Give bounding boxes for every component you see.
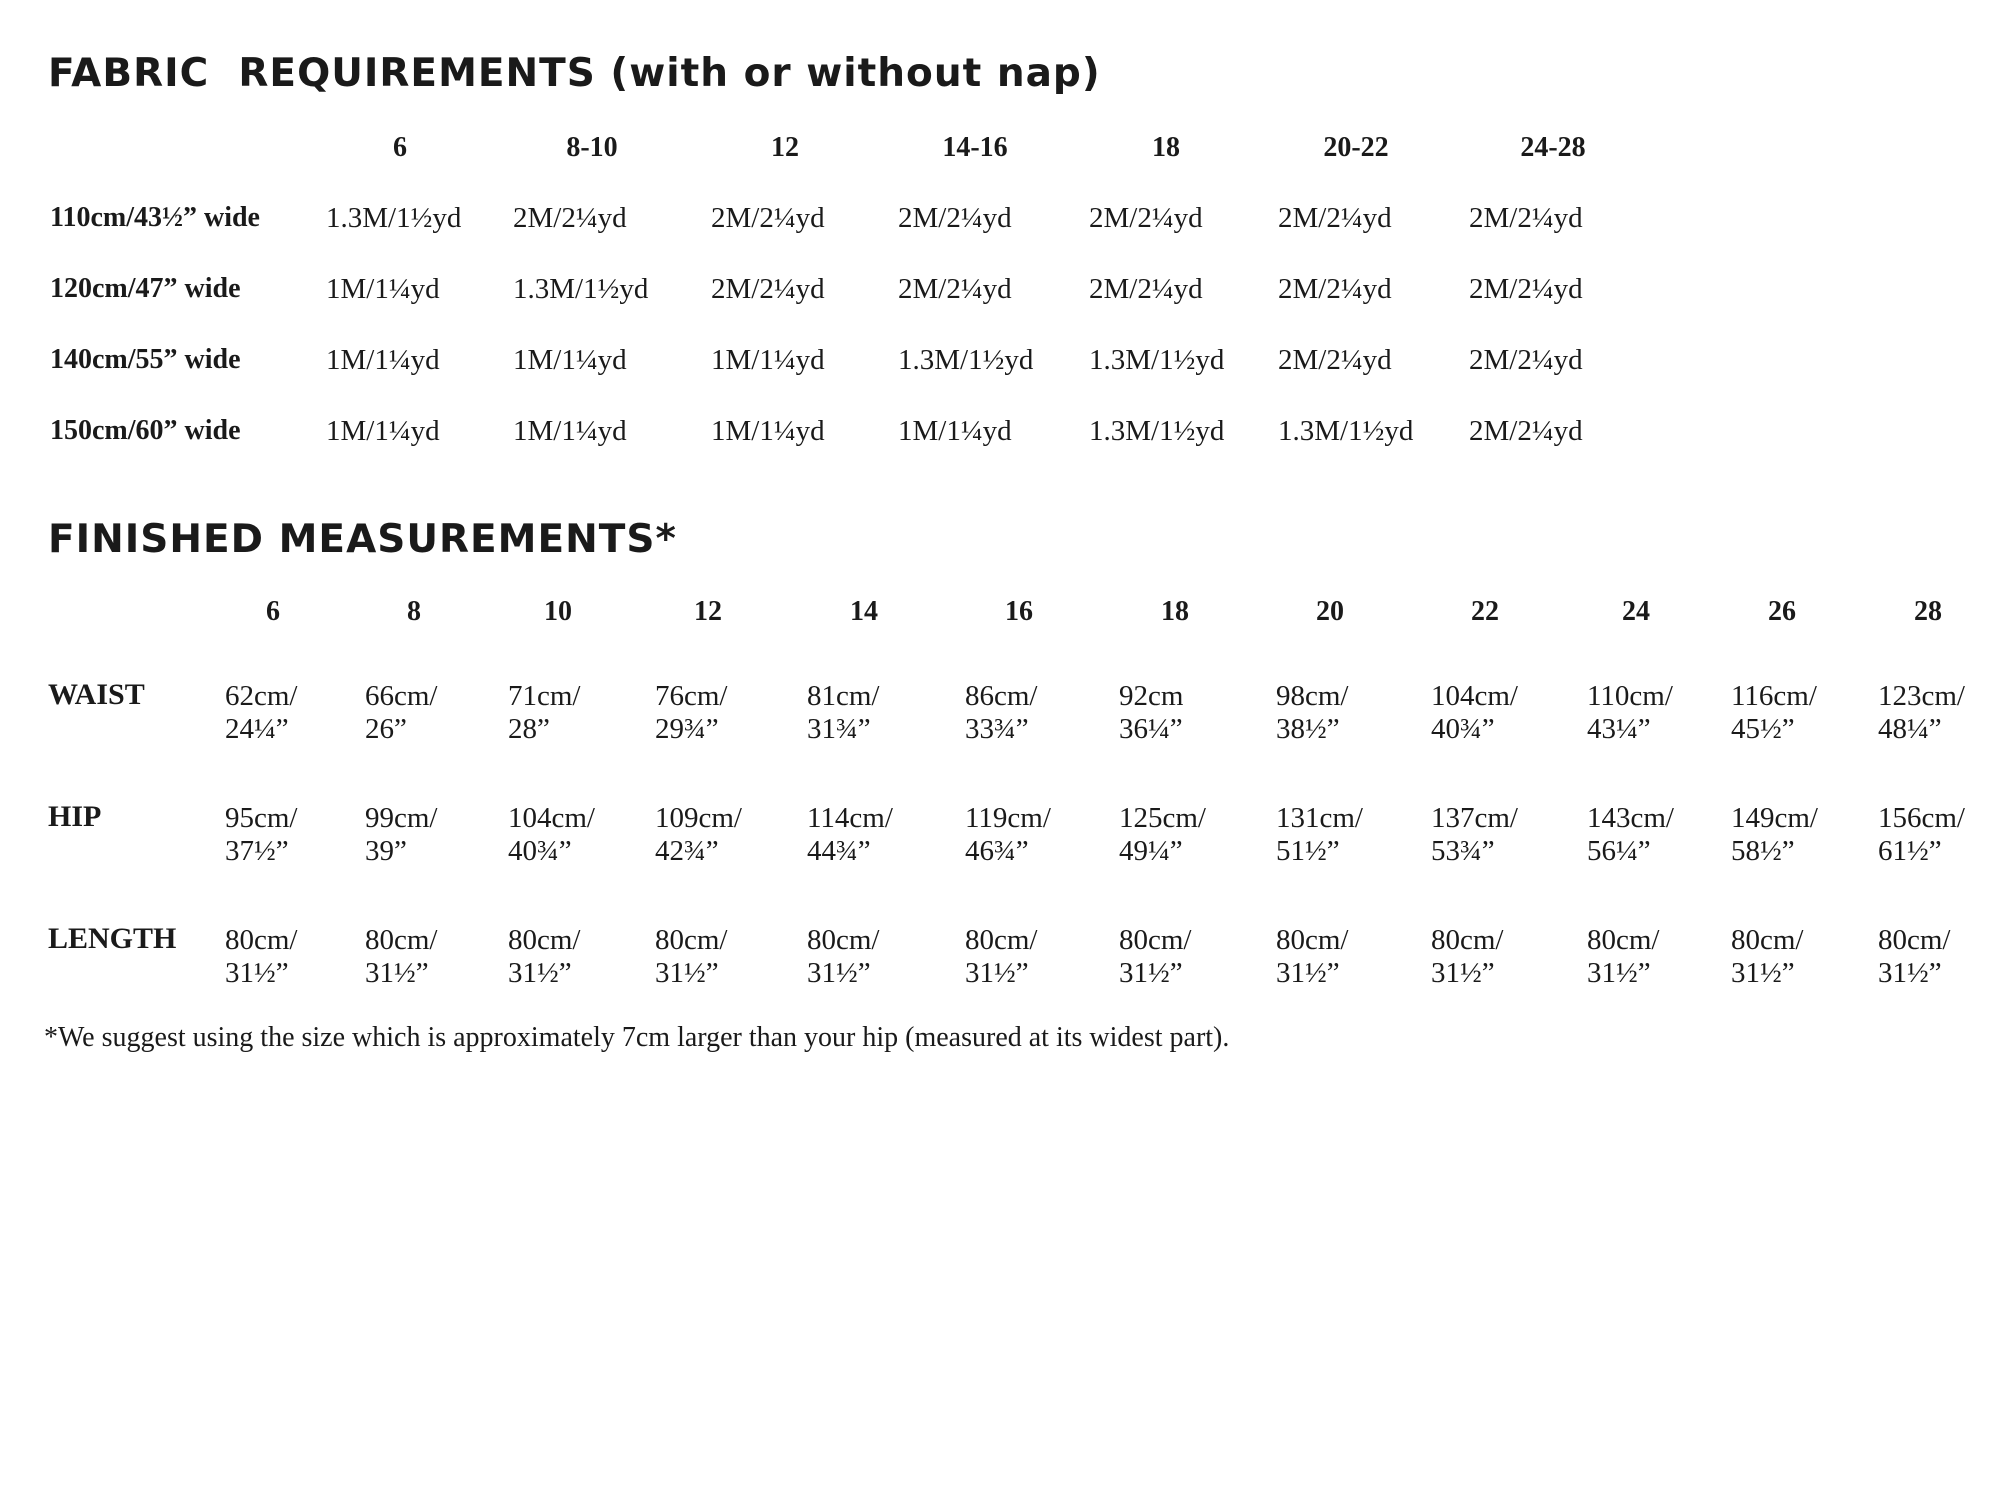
- fabric-cell: 1.3M/1½yd: [1278, 415, 1414, 447]
- measurement-cell: 99cm/ 39”: [365, 802, 438, 867]
- measurement-size-header: 10: [544, 596, 572, 627]
- fabric-cell: 2M/2¼yd: [513, 202, 627, 234]
- measurement-cell: 104cm/ 40¾”: [1431, 680, 1518, 745]
- fabric-cell: 1.3M/1½yd: [898, 344, 1034, 376]
- measurement-cell: 80cm/ 31½”: [1587, 924, 1660, 989]
- fabric-cell: 2M/2¼yd: [1278, 273, 1392, 305]
- measurement-cell: 80cm/ 31½”: [1119, 924, 1192, 989]
- fabric-row-label: 150cm/60” wide: [50, 415, 241, 446]
- fabric-row-label: 140cm/55” wide: [50, 344, 241, 375]
- measurement-size-header: 28: [1914, 596, 1942, 627]
- fabric-cell: 1.3M/1½yd: [1089, 344, 1225, 376]
- measurement-size-header: 14: [850, 596, 878, 627]
- measurement-cell: 80cm/ 31½”: [508, 924, 581, 989]
- fabric-cell: 2M/2¼yd: [1278, 202, 1392, 234]
- fabric-cell: 2M/2¼yd: [1278, 344, 1392, 376]
- fabric-cell: 1.3M/1½yd: [513, 273, 649, 305]
- measurement-cell: 123cm/ 48¼”: [1878, 680, 1965, 745]
- fabric-row-label: 110cm/43½” wide: [50, 202, 260, 233]
- measurement-cell: 80cm/ 31½”: [1276, 924, 1349, 989]
- measurement-cell: 71cm/ 28”: [508, 680, 581, 745]
- measurement-size-header: 26: [1768, 596, 1796, 627]
- measurement-size-header: 18: [1161, 596, 1189, 627]
- fabric-cell: 1M/1¼yd: [898, 415, 1012, 447]
- measurement-cell: 131cm/ 51½”: [1276, 802, 1363, 867]
- fabric-size-header: 14-16: [942, 132, 1008, 163]
- finished-measurements-heading: FINISHED MEASUREMENTS*: [48, 517, 677, 562]
- measurement-cell: 95cm/ 37½”: [225, 802, 298, 867]
- measurement-cell: 80cm/ 31½”: [1431, 924, 1504, 989]
- measurement-cell: 116cm/ 45½”: [1731, 680, 1817, 745]
- fabric-cell: 2M/2¼yd: [898, 273, 1012, 305]
- measurement-cell: 80cm/ 31½”: [965, 924, 1038, 989]
- fabric-size-header: 24-28: [1520, 132, 1586, 163]
- measurement-cell: 125cm/ 49¼”: [1119, 802, 1206, 867]
- measurement-cell: 104cm/ 40¾”: [508, 802, 595, 867]
- measurement-cell: 62cm/ 24¼”: [225, 680, 298, 745]
- measurement-cell: 143cm/ 56¼”: [1587, 802, 1674, 867]
- fabric-cell: 1M/1¼yd: [711, 344, 825, 376]
- measurement-cell: 156cm/ 61½”: [1878, 802, 1965, 867]
- measurement-cell: 98cm/ 38½”: [1276, 680, 1349, 745]
- fabric-cell: 2M/2¼yd: [711, 273, 825, 305]
- fabric-cell: 1M/1¼yd: [711, 415, 825, 447]
- measurement-cell: 76cm/ 29¾”: [655, 680, 728, 745]
- measurement-cell: 137cm/ 53¾”: [1431, 802, 1518, 867]
- measurement-cell: 81cm/ 31¾”: [807, 680, 880, 745]
- fabric-size-header: 18: [1152, 132, 1180, 163]
- fabric-size-header: 8-10: [566, 132, 618, 163]
- fabric-cell: 2M/2¼yd: [1469, 273, 1583, 305]
- fabric-requirements-heading: FABRIC REQUIREMENTS (with or without nap): [48, 51, 1101, 96]
- measurement-cell: 109cm/ 42¾”: [655, 802, 742, 867]
- measurement-size-header: 22: [1471, 596, 1499, 627]
- size-suggestion-footnote: *We suggest using the size which is approximately 7cm larger than your hip (measured at its widest part).: [44, 1022, 1230, 1053]
- fabric-cell: 2M/2¼yd: [1469, 344, 1583, 376]
- fabric-cell: 1.3M/1½yd: [1089, 415, 1225, 447]
- fabric-size-header: 6: [393, 132, 407, 163]
- fabric-cell: 1.3M/1½yd: [326, 202, 462, 234]
- measurement-size-header: 24: [1622, 596, 1650, 627]
- fabric-cell: 2M/2¼yd: [898, 202, 1012, 234]
- measurement-row-label: LENGTH: [48, 922, 177, 955]
- fabric-cell: 1M/1¼yd: [326, 344, 440, 376]
- measurement-cell: 86cm/ 33¾”: [965, 680, 1038, 745]
- measurement-cell: 92cm 36¼”: [1119, 680, 1184, 745]
- measurement-row-label: WAIST: [48, 678, 145, 711]
- measurement-cell: 149cm/ 58½”: [1731, 802, 1818, 867]
- measurement-cell: 80cm/ 31½”: [655, 924, 728, 989]
- measurement-size-header: 16: [1005, 596, 1033, 627]
- measurement-cell: 80cm/ 31½”: [225, 924, 298, 989]
- fabric-cell: 1M/1¼yd: [326, 415, 440, 447]
- measurement-cell: 80cm/ 31½”: [1878, 924, 1951, 989]
- measurement-cell: 80cm/ 31½”: [1731, 924, 1804, 989]
- measurement-cell: 80cm/ 31½”: [365, 924, 438, 989]
- fabric-size-header: 12: [771, 132, 799, 163]
- measurement-size-header: 20: [1316, 596, 1344, 627]
- fabric-cell: 2M/2¼yd: [1469, 415, 1583, 447]
- measurement-size-header: 12: [694, 596, 722, 627]
- measurement-cell: 114cm/ 44¾”: [807, 802, 893, 867]
- measurement-cell: 80cm/ 31½”: [807, 924, 880, 989]
- fabric-cell: 2M/2¼yd: [1089, 202, 1203, 234]
- measurement-cell: 119cm/ 46¾”: [965, 802, 1051, 867]
- measurement-cell: 110cm/ 43¼”: [1587, 680, 1673, 745]
- fabric-row-label: 120cm/47” wide: [50, 273, 241, 304]
- fabric-cell: 2M/2¼yd: [1469, 202, 1583, 234]
- measurement-row-label: HIP: [48, 800, 102, 833]
- fabric-cell: 2M/2¼yd: [1089, 273, 1203, 305]
- fabric-size-header: 20-22: [1323, 132, 1389, 163]
- fabric-cell: 2M/2¼yd: [711, 202, 825, 234]
- fabric-cell: 1M/1¼yd: [326, 273, 440, 305]
- fabric-cell: 1M/1¼yd: [513, 415, 627, 447]
- fabric-cell: 1M/1¼yd: [513, 344, 627, 376]
- measurement-cell: 66cm/ 26”: [365, 680, 438, 745]
- measurement-size-header: 6: [266, 596, 280, 627]
- measurement-size-header: 8: [407, 596, 421, 627]
